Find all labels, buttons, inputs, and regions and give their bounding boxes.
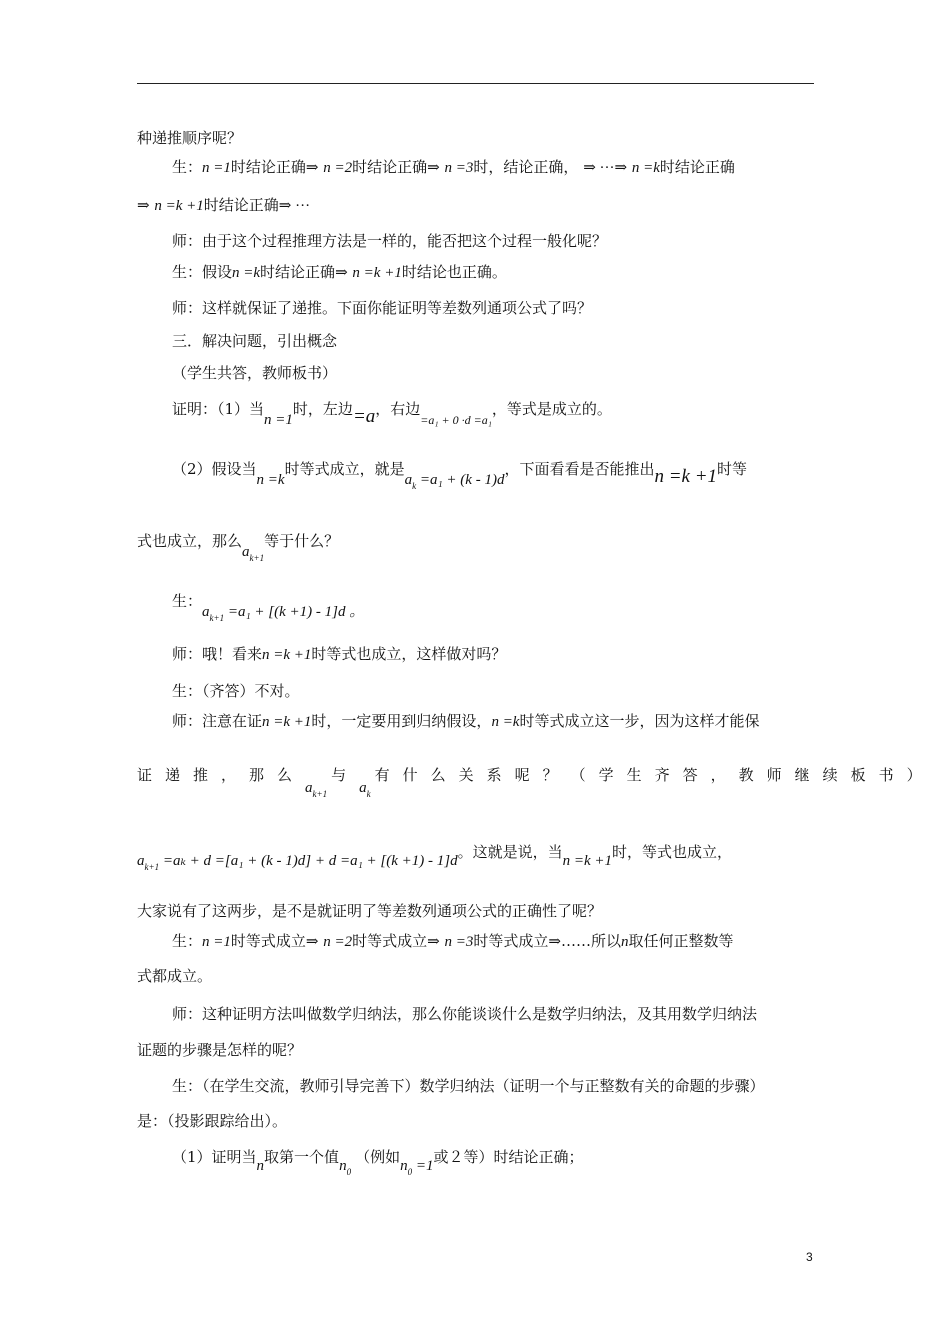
text-line: 生：$a_{k+1} =a_1 + [(k +1) - 1]d$ 。	[172, 592, 365, 623]
text-line: 式都成立。	[137, 967, 213, 985]
text-line: 证明：（1）当n =1时，左边=a，右边$_{=a_1 + 0 \cdot d =a_1}$，等式是成立的。	[172, 400, 612, 428]
text-line: （1）证明当n取第一个值$n_0$（例如$n_0 =1$或２等）时结论正确；	[172, 1148, 584, 1177]
section-heading: 三．解决问题，引出概念	[172, 332, 338, 350]
text-line: 师：哦！看来n =k +1时等式也成立，这样做对吗？	[172, 645, 507, 663]
text-line: 种递推顺序呢？	[137, 129, 243, 147]
text-line: 是：（投影跟踪给出）。	[137, 1112, 288, 1130]
text-line: 生：（在学生交流，教师引导完善下）数学归纳法（证明一个与正整数有关的命题的步骤）	[172, 1077, 765, 1095]
text-line: 师：注意在证n =k +1时，一定要用到归纳假设，n =k时等式成立这一步，因为这样才能保	[172, 712, 760, 730]
text-line: 师：由于这个过程推理方法是一样的，能否把这个过程一般化呢？	[172, 232, 608, 250]
text-line: （2）假设当n =k时等式成立，就是$a_k =a_1 + (k - 1)d$，下面看看是否能推出n =k +1时等	[172, 460, 748, 491]
text-line: 生：（齐答）不对。	[172, 682, 300, 700]
text-line: ⇒ n =k +1时结论正确⇒ ···	[137, 196, 311, 214]
text-line: 生：n =1时等式成立⇒ n =2时等式成立⇒ n =3时等式成立⇒……所以n取任何正整数等	[172, 932, 734, 950]
text-line: 生：n =1时结论正确⇒ n =2时结论正确⇒ n =3时，结论正确， ⇒ ···⇒ n =k时结论正确	[172, 158, 735, 176]
text-line: 大家说有了这两步，是不是就证明了等差数列通项公式的正确性了呢？	[137, 902, 603, 920]
text-line: （学生共答，教师板书）	[172, 364, 338, 382]
text-line: $a_{k+1} =a_k + d =[a_1 + (k - 1)d] + d =a_1 + [(k +1) - 1]d$。这就是说，当n =k +1时，等式也成立，	[137, 843, 733, 872]
page-number: 3	[806, 1250, 813, 1264]
text-line: 师：这种证明方法叫做数学归纳法，那么你能谈谈什么是数学归纳法，及其用数学归纳法	[172, 1005, 758, 1023]
text-line: 证递推，那么$a_{k+1}$与$a_k$有什么关系呢？（学生齐答，教师继续板书）	[137, 766, 935, 799]
text-line: 式也成立，那么$a_{k+1}$等于什么？	[137, 532, 340, 563]
text-line: 证题的步骤是怎样的呢？	[137, 1041, 303, 1059]
text-line: 师：这样就保证了递推。下面你能证明等差数列通项公式了吗？	[172, 299, 593, 317]
header-rule	[137, 83, 814, 84]
text-line: 生：假设n =k时结论正确⇒ n =k +1时结论也正确。	[172, 263, 507, 281]
